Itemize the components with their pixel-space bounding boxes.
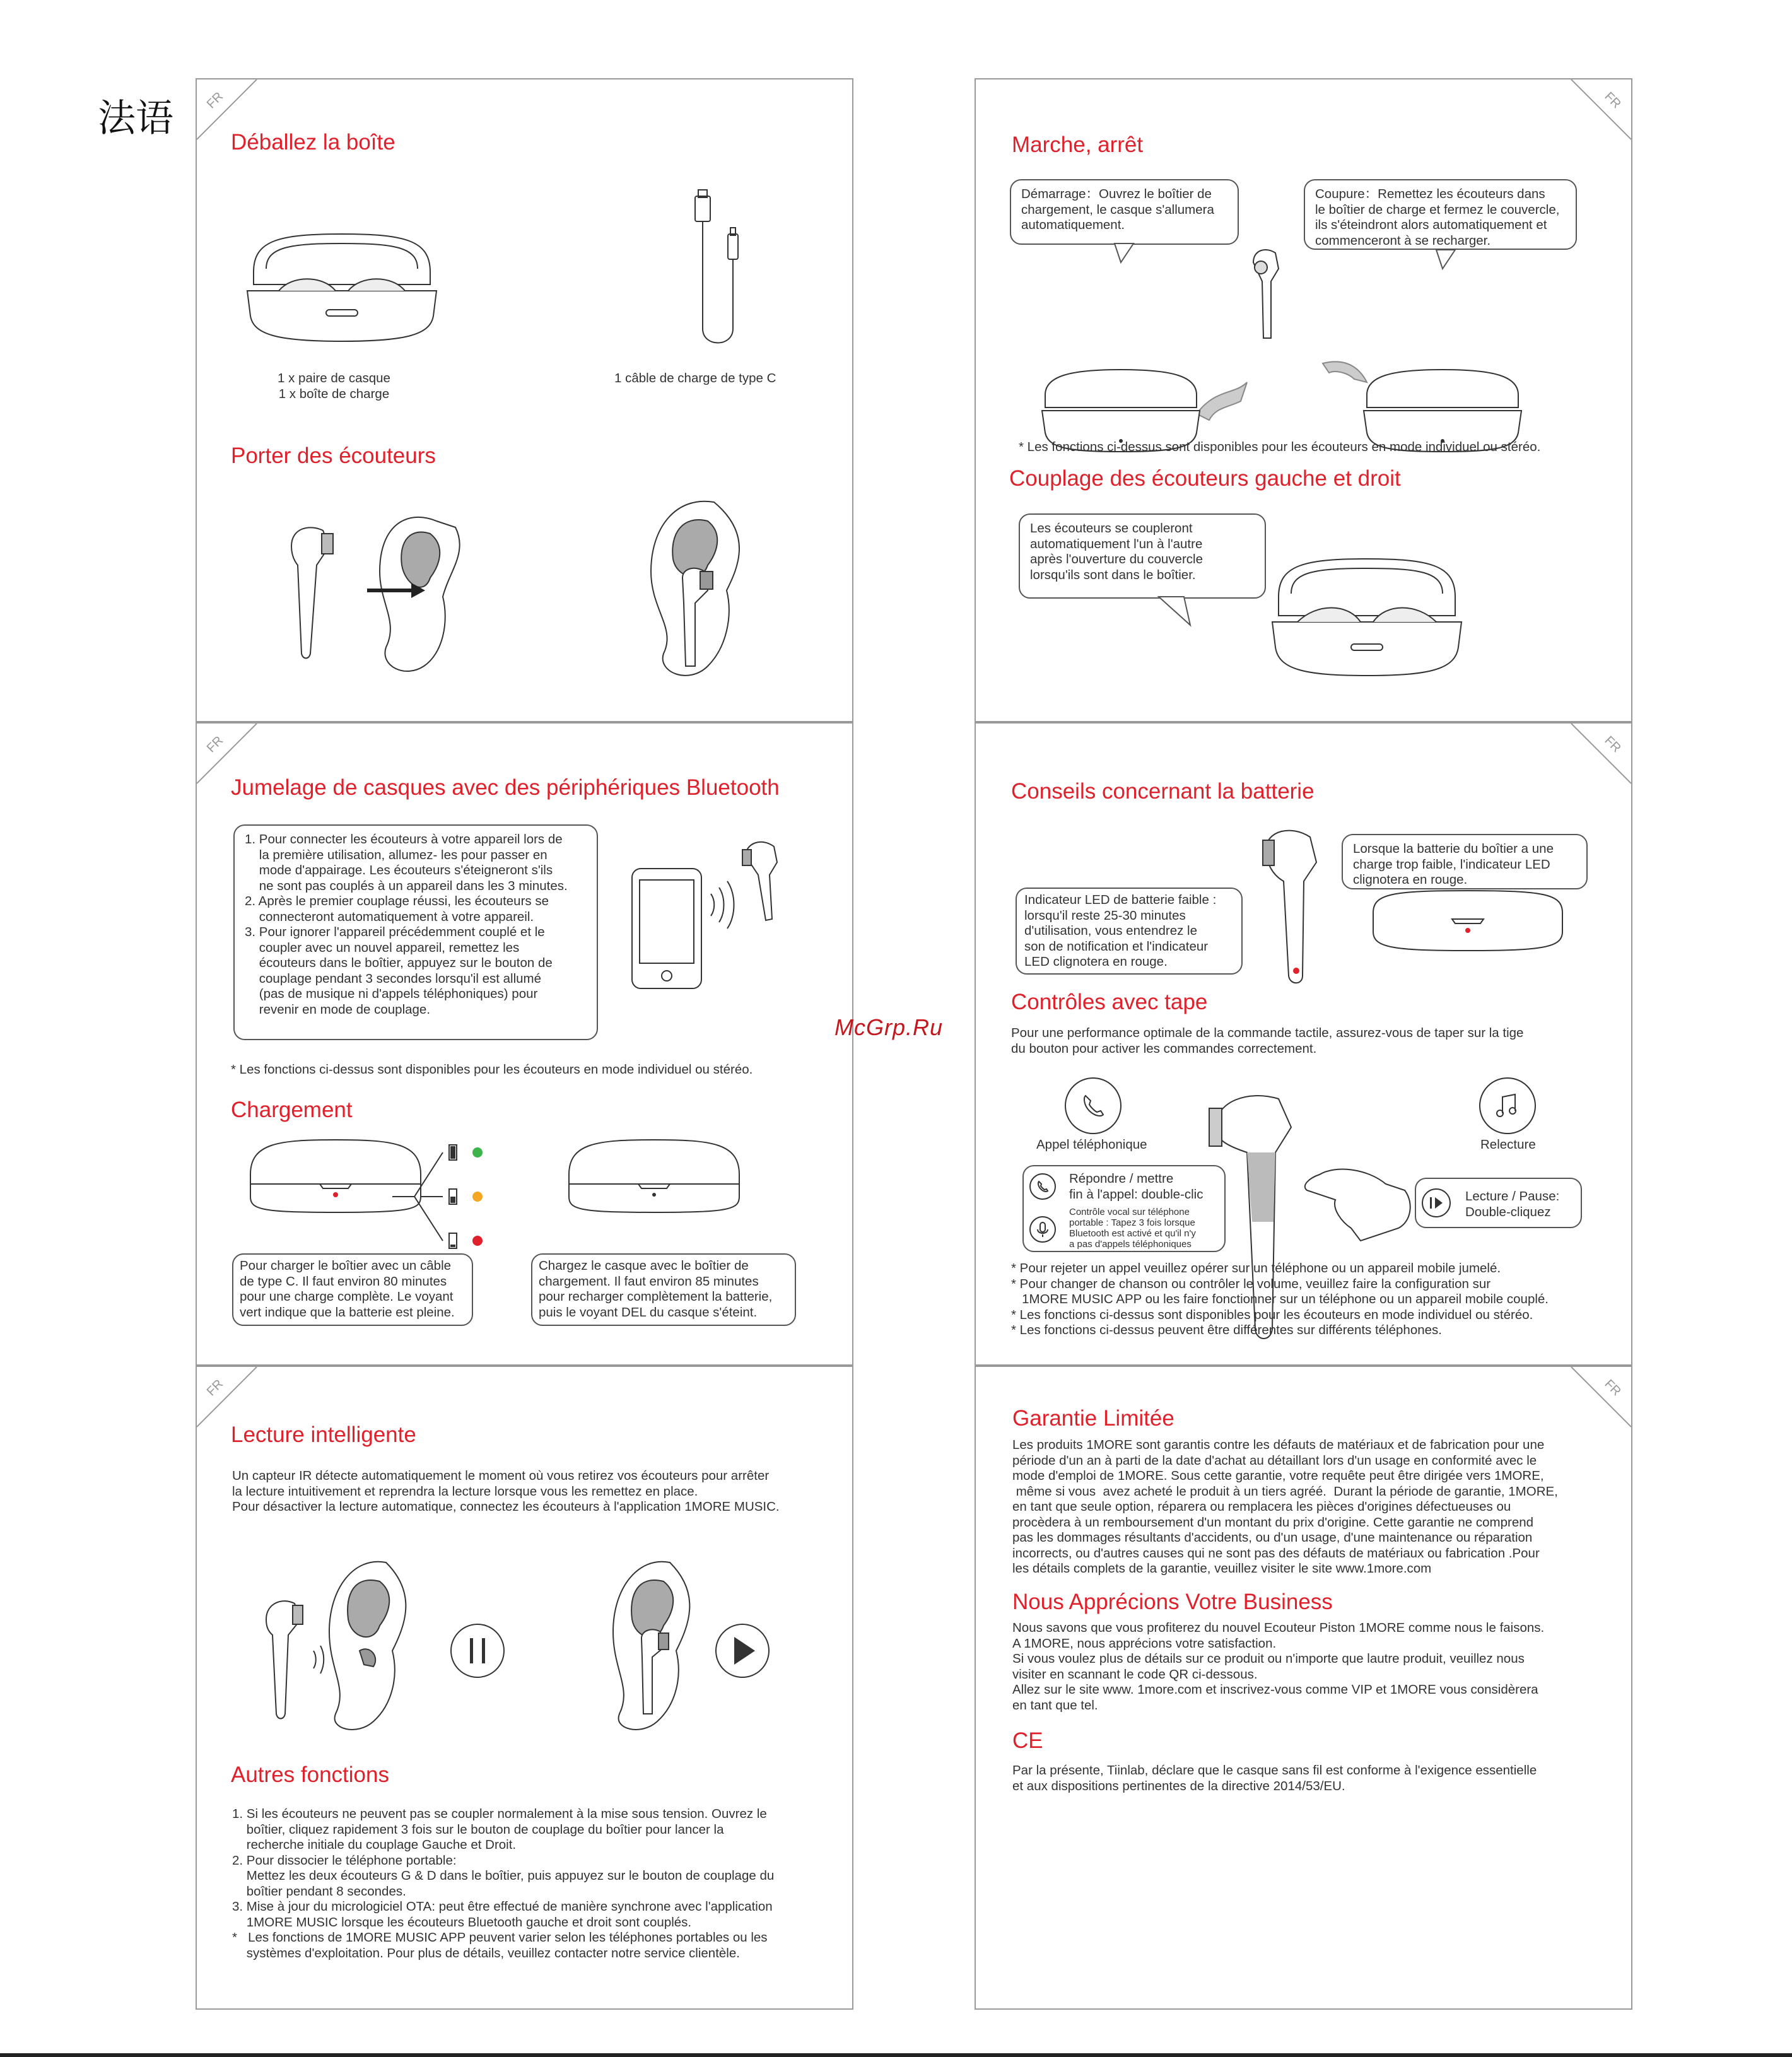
phone-call-icon xyxy=(1063,1075,1123,1136)
call-controls-bubble xyxy=(1022,1165,1226,1252)
charge-right-bubble xyxy=(531,1253,796,1326)
bluetooth-steps-bubble xyxy=(233,824,598,1040)
panel-on-off-pairing xyxy=(975,78,1632,722)
phone-call-small-icon xyxy=(1029,1173,1057,1200)
business-text: Nous savons que vous profiterez du nouvel Ecouteur Piston 1MORE comme nous le faisons. A 1MORE, nous apprécions votre satisfaction. Si vous voulez plus de détails sur ce produit ou n'importe que lautre produit, veuillez nous visiter en scannant le code QR ci-dessous. Allez sur le site www. 1more.com et inscrivez-vous comme VIP et 1MORE vous considèrera en tant que tel. xyxy=(1012,1620,1545,1713)
smart-playback-illustration xyxy=(254,1556,796,1733)
other-functions-text: 1. Si les écouteurs ne peuvent pas se coupler normalement à la mise sous tension. Ouvrez le boîtier, cliquez rapidement 3 fois sur le bouton de couplage du boîtier pour lancer la recherche initiale du couplage Gauche et Droit. 2. Pour dissocier le téléphone portable: Mettez les deux écouteurs G & D dans le boîtier, puis appuyez sur le bouton de couplage du boîtier pendant 8 secondes. 3. Mise à jour du micrologiciel OTA: peut être effectué de manière synchrone avec l'application 1MORE MUSIC lorsque les écouteurs Bluetooth gauche et droit sont couplés. * Les fonctions de 1MORE MUSIC APP peuvent varier selon les téléphones portables ou les systèmes d'exploitation. Pour plus de détails, veuillez contacter notre service clientèle. xyxy=(232,1807,775,1960)
unbox-title: Déballez la boîte xyxy=(231,130,395,155)
unbox-left-caption: 1 x paire de casque 1 x boîte de charge xyxy=(278,371,390,401)
stop-bubble-text: Coupure：Remettez les écouteurs dans le boîtier de charge et fermez le couvercle, ils s'éteindront alors automatiquement et commenceront à se recharger. xyxy=(1315,187,1560,248)
corner-tag: FR xyxy=(1602,1376,1624,1399)
music-note-icon xyxy=(1477,1075,1538,1136)
ce-text: Par la présente, Tiinlab, déclare que le casque sans fil est conforme à l'exigence essentielle et aux dispositions pertinentes de la directive 2014/53/EU. xyxy=(1012,1763,1537,1793)
wear-title: Porter des écouteurs xyxy=(231,443,436,468)
start-bubble-text: Démarrage：Ouvrez le boîtier de chargement, le casque s'allumera automatiquement. xyxy=(1021,187,1214,232)
earbud-worn-illustration xyxy=(632,496,758,685)
play-pause-text: Lecture / Pause: Double-cliquez xyxy=(1465,1189,1560,1219)
corner-tag: FR xyxy=(204,733,226,756)
language-label: 法语 xyxy=(98,97,173,141)
charging-case-illustration xyxy=(241,221,443,348)
charging-case-led-illustration xyxy=(241,1137,682,1244)
earbud-battery-bubble xyxy=(1016,888,1243,975)
pairing-lr-bubble-text: Les écouteurs se coupleront automatiquement l'un à l'autre après l'ouverture du couvercle lorsqu'ils sont dans le boîtier. xyxy=(1030,521,1203,582)
bottom-border xyxy=(0,2053,1792,2057)
earbud-insert-illustration xyxy=(279,496,544,685)
bluetooth-title: Jumelage de casques avec des périphériques Bluetooth xyxy=(231,775,780,800)
replay-label: Relecture xyxy=(1480,1137,1536,1152)
bluetooth-note: * Les fonctions ci-dessus sont disponibles pour les écouteurs en mode individuel ou stéréo. xyxy=(231,1062,753,1077)
charge-right-text: Chargez le casque avec le boîtier de chargement. Il faut environ 85 minutes pour recharger complètement la batterie, puis le voyant DEL du casque s'éteint. xyxy=(539,1258,773,1320)
tap-intro: Pour une performance optimale de la commande tactile, assurez-vous de taper sur la tige du bouton pour activer les commandes correctement. xyxy=(1011,1026,1524,1056)
play-pause-bubble xyxy=(1415,1178,1582,1228)
on-off-title: Marche, arrêt xyxy=(1012,132,1144,157)
call-label: Appel téléphonique xyxy=(1036,1137,1147,1152)
panel-warranty xyxy=(975,1366,1632,2010)
corner-tag: FR xyxy=(1602,89,1624,112)
panel-bluetooth-charging xyxy=(196,722,853,1366)
corner-fold xyxy=(1555,724,1631,799)
unbox-right-caption: 1 câble de charge de type C xyxy=(614,371,776,385)
pairing-case-illustration xyxy=(1266,546,1468,685)
corner-tag: FR xyxy=(1602,733,1624,756)
pairing-lr-bubble xyxy=(1019,513,1266,599)
charging-title: Chargement xyxy=(231,1098,353,1122)
business-title: Nous Apprécions Votre Business xyxy=(1012,1590,1333,1614)
warranty-text: Les produits 1MORE sont garantis contre les défauts de matériaux et de fabrication pour une période d'un an à parti de la date d'achat au détaillant lors d'un usage en conformité avec le mode d'emploi de 1MORE. Sous cette garantie, votre requête peut être dirigée vers 1MORE, même si vous avez acheté le produit à un tiers agréé. Durant la période de garantie, 1MORE, en tant que seule option, réparera ou remplacera les pièces d'origines défectueuses ou procèdera à un remboursement d'un montant du prix d'origine. Cette garantie ne comprend pas les dommages résultants d'accidents, ou d'un usage, d'une maintenance ou réparation incorrects, ou d'autres causes qui ne sont pas des défauts de matériaux ou fabrication .Pour les détails complets de la garantie, veuillez visiter le site www.1more.com xyxy=(1012,1438,1558,1576)
panel-smart-playback xyxy=(196,1366,853,2010)
smart-playback-intro: Un capteur IR détecte automatiquement le moment où vous retirez vos écouteurs pour arrêter la lecture intuitivement et reprendra la lecture lorsque vous les remettez en place. Pour désactiver la lecture automatique, connectez les écouteurs à l'application 1MORE MUSIC. xyxy=(232,1468,780,1514)
usb-c-cable-illustration xyxy=(682,190,758,354)
warranty-title: Garantie Limitée xyxy=(1012,1406,1174,1431)
earbud-battery-text: Indicateur LED de batterie faible : lorsqu'il reste 25-30 minutes d'utilisation, vous entendrez le son de notification et l'indicateur LED clignotera en rouge. xyxy=(1024,893,1217,969)
charge-left-bubble xyxy=(232,1253,473,1326)
panel-battery-tap xyxy=(975,722,1632,1366)
case-battery-text: Lorsque la batterie du boîtier a une charge trop faible, l'indicateur LED clignotera en rouge. xyxy=(1353,841,1554,887)
tap-controls-title: Contrôles avec tape xyxy=(1011,990,1208,1014)
bluetooth-steps-text: 1. Pour connecter les écouteurs à votre appareil lors de la première utilisation, allumez- les pour passer en mode d'appairage. Les écouteurs s'éteigneront s'ils ne sont pas couplés à un appareil dans les 3 minutes. 2. Après le premier couplage réussi, les écouteurs se connecteront automatiquement à votre appareil. 3. Pour ignorer l'appareil précédemment couplé et le coupler avec un nouvel appareil, remettez les écouteurs dans le boîtier, appuyez sur le bouton de couplage pendant 3 secondes lorsqu'il est allumé (pas de musique ni d'appels téléphoniques) pour revenir en mode de couplage. xyxy=(245,832,568,1017)
ce-title: CE xyxy=(1012,1728,1043,1753)
battery-title: Conseils concernant la batterie xyxy=(1011,779,1315,804)
call-answer-text: Répondre / mettre fin à l'appel: double-clic xyxy=(1069,1171,1203,1202)
panel-unbox-wear xyxy=(196,78,853,722)
on-off-note: * Les fonctions ci-dessus sont disponibles pour les écouteurs en mode individuel ou stéréo. xyxy=(1019,440,1541,454)
smart-playback-title: Lecture intelligente xyxy=(231,1422,416,1447)
pairing-lr-tail xyxy=(1159,597,1197,635)
microphone-icon xyxy=(1029,1216,1057,1243)
play-pause-icon xyxy=(1421,1188,1451,1218)
corner-tag: FR xyxy=(204,1376,226,1399)
corner-fold xyxy=(1555,79,1631,155)
battery-illustration xyxy=(1228,824,1619,988)
phone-earbud-illustration xyxy=(626,831,802,995)
corner-fold xyxy=(1555,1367,1631,1443)
tap-notes: * Pour rejeter un appel veuillez opérer sur un téléphone ou un appareil mobile jumelé. * Pour changer de chanson ou contrôler le volume, veuillez faire la configuration sur 1MORE MUSIC APP ou les faire fonctionner sur un téléphone ou un appareil mobile couplé. * Les fonctions ci-dessus sont disponibles pour les écouteurs en mode individuel ou stéréo. * Les fonctions ci-dessus peuvent être différentes sur différents téléphones. xyxy=(1011,1261,1549,1337)
voice-control-text: Contrôle vocal sur téléphone portable : Tapez 3 fois lorsque Bluetooth est activé et qu'il n'y a pas d'appels téléphoniques xyxy=(1069,1207,1196,1250)
corner-tag: FR xyxy=(204,89,226,112)
watermark: McGrp.Ru xyxy=(835,1014,944,1040)
charge-left-text: Pour charger le boîtier avec un câble de type C. Il faut environ 80 minutes pour une charge complète. Le voyant vert indique que la batterie est pleine. xyxy=(240,1258,455,1320)
other-functions-title: Autres fonctions xyxy=(231,1762,389,1787)
pairing-lr-title: Couplage des écouteurs gauche et droit xyxy=(1009,466,1401,491)
